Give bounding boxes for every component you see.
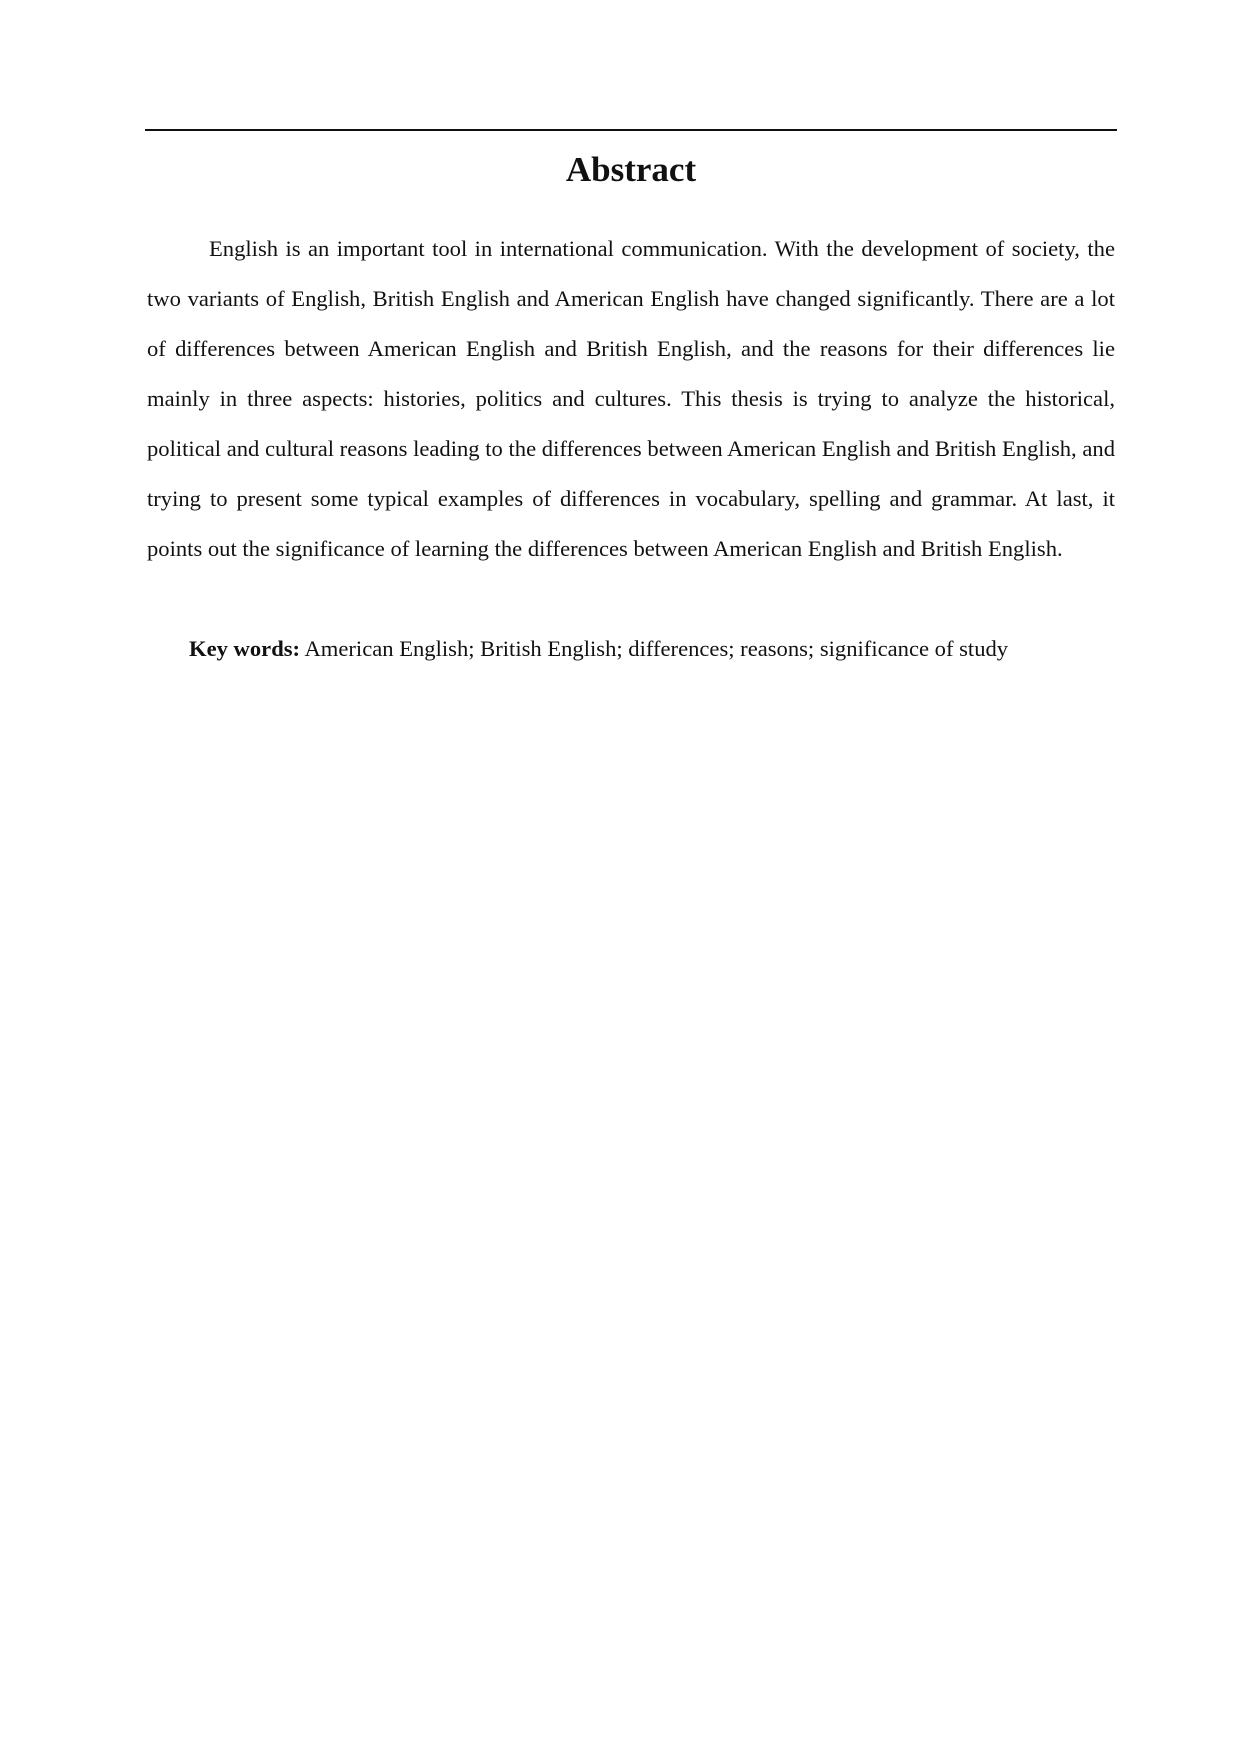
keywords-label: Key words: [189,636,301,661]
keywords-text: American English; British English; differences; reasons; significance of study [304,636,1009,661]
abstract-body: English is an important tool in international communication. With the development of society, the two variants of English, British English and American English have changed significantly. There are a lot of differences between American English and British English, and the reasons for their differences lie mainly in three aspects: histories, politics and cultures. This thesis is trying to analyze the historical, political and cultural reasons leading to the differences between American English and British English, and trying to present some typical examples of differences in vocabulary, spelling and grammar. At last, it points out the significance of learning the differences between American English and British English. [147,236,1115,561]
abstract-title: Abstract [565,150,697,189]
keywords-line [147,624,1115,674]
header-rule [145,129,1117,131]
